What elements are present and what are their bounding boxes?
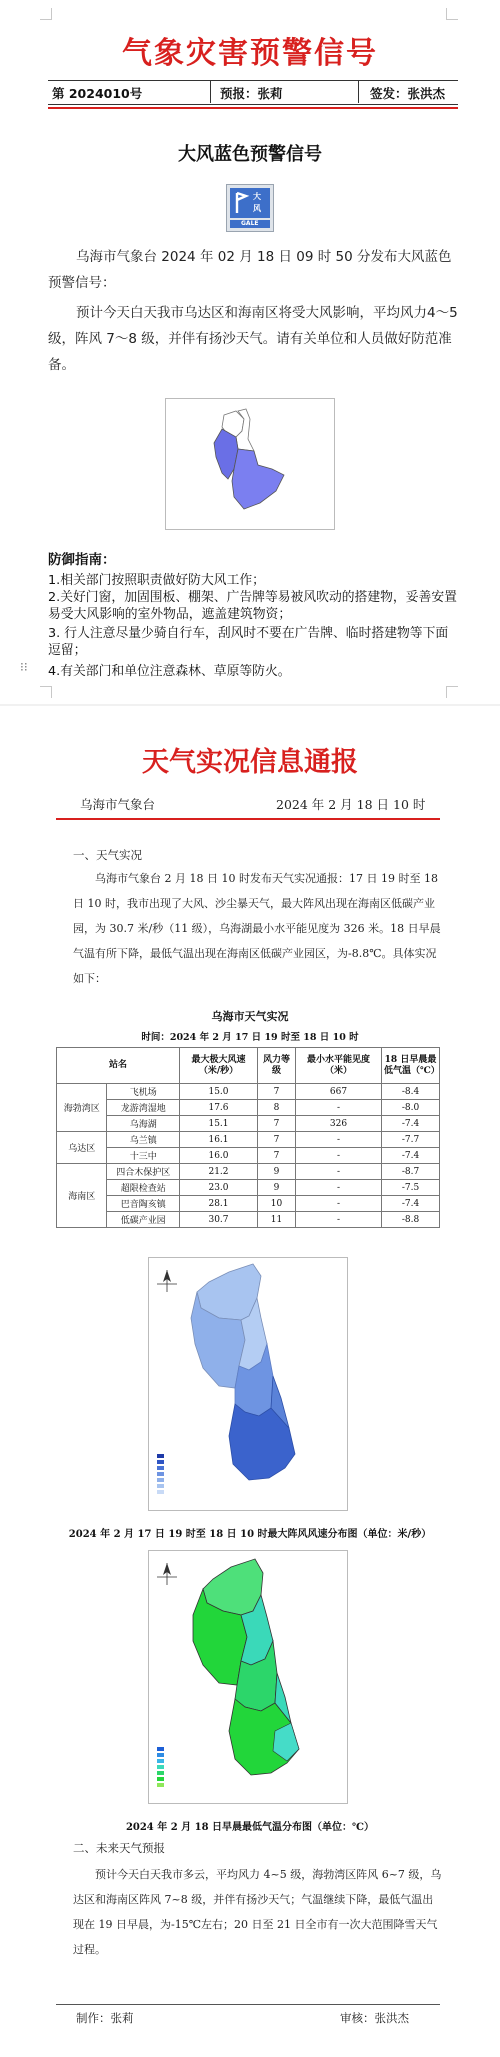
guide-heading: 防御指南：	[48, 552, 116, 568]
table-header: 18 日早晨最低气温（℃）	[382, 1048, 440, 1084]
table-cell: -8.4	[382, 1084, 440, 1100]
producer: 制作：张莉	[76, 2011, 134, 2025]
table-cell: -	[296, 1196, 382, 1212]
reviewer: 审核：张洪杰	[340, 2011, 409, 2025]
table-title: 乌海市天气实况	[211, 1010, 289, 1023]
table-header-row	[57, 1048, 440, 1084]
legend-swatch	[157, 1454, 164, 1458]
table-row	[57, 1212, 440, 1228]
icon-text: GALE	[241, 220, 259, 227]
warning-paragraph-1: 乌海市气象台 2024 年 02 月 18 日 09 时 50 分发布大风蓝色预警信号：	[48, 249, 452, 291]
corner-mark	[40, 686, 52, 698]
warning-paragraph-2: 预计今天白天我市乌达区和海南区将受大风影响，平均风力4～5级，阵风 7～8 级，并伴有扬沙天气。请有关单位和人员做好防范准备。	[48, 305, 458, 373]
section2-body: 预计今天白天我市多云，平均风力 4~5 级，海勃湾区阵风 6~7 级，乌达区和海南区阵风 7~8 级，并伴有扬沙天气；气温继续下降，最低气温出现在 19 日早晨，为-15℃左右；20 日至 21 日全市有一次大范围降雪天气过程。	[73, 1868, 442, 1956]
table-cell: 巴音陶亥镇	[107, 1196, 180, 1212]
table-cell: 15.1	[180, 1116, 258, 1132]
divider	[210, 81, 211, 103]
guide-item: 2.关好门窗，加固围板、棚架、广告牌等易被风吹动的搭建物，妥善安置易受大风影响的室外物品，遮盖建筑物资；	[48, 590, 457, 622]
warning-area-map	[165, 398, 335, 530]
legend-swatch	[157, 1484, 164, 1488]
corner-mark	[446, 686, 458, 698]
table-cell: 9	[258, 1180, 296, 1196]
legend-swatch	[157, 1753, 164, 1757]
table-cell: 667	[296, 1084, 382, 1100]
section-heading: 二、未来天气预报	[73, 1841, 165, 1855]
icon-text: 风	[253, 204, 261, 213]
table-cell: -8.7	[382, 1164, 440, 1180]
signal-title: 大风蓝色预警信号	[178, 144, 322, 165]
legend-swatch	[157, 1472, 164, 1476]
table-cell: 7	[258, 1116, 296, 1132]
table-cell: 乌海湖	[107, 1116, 180, 1132]
footer-rule	[56, 2004, 440, 2005]
table-row	[57, 1084, 440, 1100]
legend-swatch	[157, 1478, 164, 1482]
table-cell: 低碳产业园	[107, 1212, 180, 1228]
page-separator	[0, 704, 500, 706]
table-cell: 21.2	[180, 1164, 258, 1180]
table-cell: 7	[258, 1148, 296, 1164]
red-rule	[56, 818, 440, 820]
district-cell: 海南区	[57, 1164, 107, 1228]
table-cell: 28.1	[180, 1196, 258, 1212]
red-rule	[48, 107, 458, 109]
table-cell: 326	[296, 1116, 382, 1132]
legend-swatch	[157, 1759, 164, 1763]
legend-swatch	[157, 1777, 164, 1781]
bulletin-agency: 乌海市气象台	[80, 797, 156, 812]
table-cell: 16.0	[180, 1148, 258, 1164]
table-cell: 7	[258, 1084, 296, 1100]
corner-mark	[446, 8, 458, 20]
table-cell: 四合木保护区	[107, 1164, 180, 1180]
table-header: 站名	[57, 1048, 180, 1084]
table-cell: -8.8	[382, 1212, 440, 1228]
divider	[48, 104, 458, 105]
section1-body: 乌海市气象台 2 月 18 日 10 时发布天气实况通报：17 日 19 时至 18 日 10 时，我市出现了大风、沙尘暴天气，最大阵风出现在海南区低碳产业园，为 30.7 米/秒（11 级），乌海湖最小水平能见度为 326 米。18 日早晨气温有所下降，最低气温出现在海南区低碳产业园区，为-8.8℃。具体实况如下：	[73, 872, 441, 985]
table-cell: 30.7	[180, 1212, 258, 1228]
table-cell: 17.6	[180, 1100, 258, 1116]
divider	[358, 81, 359, 103]
table-cell: -	[296, 1180, 382, 1196]
table-row	[57, 1196, 440, 1212]
table-cell: -	[296, 1148, 382, 1164]
min-temperature-map	[148, 1550, 348, 1804]
table-cell: 7	[258, 1132, 296, 1148]
bulletin-date: 2024 年 2 月 18 日 10 时	[276, 797, 426, 812]
guide-item: 3. 行人注意尽量少骑自行车，刮风时不要在广告牌、临时搭建物等下面逗留；	[48, 626, 449, 658]
table-cell: 16.1	[180, 1132, 258, 1148]
warning-header-title: 气象灾害预警信号	[122, 36, 378, 71]
temperature-map-caption: 2024 年 2 月 18 日早晨最低气温分布图（单位：℃）	[125, 1822, 375, 1833]
table-cell: 龙游湾湿地	[107, 1100, 180, 1116]
issuer: 签发：张洪杰	[370, 86, 446, 101]
table-cell: -7.7	[382, 1132, 440, 1148]
table-row	[57, 1132, 440, 1148]
table-cell: 11	[258, 1212, 296, 1228]
wind-map-caption: 2024 年 2 月 17 日 19 时至 18 日 10 时最大阵风风速分布图（单位：米/秒）	[68, 1529, 432, 1540]
table-header: 风力等级	[258, 1048, 296, 1084]
guide-item: 1.相关部门按照职责做好防大风工作；	[48, 573, 265, 588]
legend-swatch	[157, 1783, 164, 1787]
guide-item: 4.有关部门和单位注意森林、草原等防火。	[48, 664, 291, 679]
legend-swatch	[157, 1747, 164, 1751]
table-cell: -7.4	[382, 1116, 440, 1132]
table-row	[57, 1148, 440, 1164]
weather-observation-table	[56, 1047, 440, 1228]
table-row	[57, 1180, 440, 1196]
legend-swatch	[157, 1466, 164, 1470]
table-cell: -7.4	[382, 1196, 440, 1212]
table-cell: -	[296, 1132, 382, 1148]
table-cell: 9	[258, 1164, 296, 1180]
district-cell: 乌达区	[57, 1132, 107, 1164]
table-header: 最大极大风速（米/秒）	[180, 1048, 258, 1084]
table-cell: 23.0	[180, 1180, 258, 1196]
warning-info-row	[48, 80, 458, 104]
table-cell: 10	[258, 1196, 296, 1212]
wind-gust-map	[148, 1257, 348, 1511]
legend-swatch	[157, 1765, 164, 1769]
table-cell: 乌兰镇	[107, 1132, 180, 1148]
table-cell: 十三中	[107, 1148, 180, 1164]
gale-blue-signal-icon	[226, 184, 274, 232]
legend-swatch	[157, 1490, 164, 1494]
table-cell: -8.0	[382, 1100, 440, 1116]
table-row	[57, 1116, 440, 1132]
table-cell: -7.5	[382, 1180, 440, 1196]
forecaster: 预报：张莉	[220, 86, 283, 101]
table-row	[57, 1100, 440, 1116]
table-cell: -	[296, 1164, 382, 1180]
corner-mark	[40, 8, 52, 20]
section-heading: 一、天气实况	[73, 848, 142, 862]
table-cell: 8	[258, 1100, 296, 1116]
table-cell: -	[296, 1100, 382, 1116]
table-row	[57, 1164, 440, 1180]
doc-number: 第 2024010号	[52, 86, 143, 101]
bulletin-title: 天气实况信息通报	[142, 747, 358, 778]
table-header: 最小水平能见度（米）	[296, 1048, 382, 1084]
table-cell: -	[296, 1212, 382, 1228]
drag-handle-icon[interactable]: ⁝⁝	[20, 660, 28, 674]
icon-text: 大	[253, 192, 261, 201]
table-cell: 15.0	[180, 1084, 258, 1100]
legend-swatch	[157, 1771, 164, 1775]
district-cell: 海勃湾区	[57, 1084, 107, 1132]
table-cell: 超限检查站	[107, 1180, 180, 1196]
table-cell: -7.4	[382, 1148, 440, 1164]
legend-swatch	[157, 1460, 164, 1464]
table-cell: 飞机场	[107, 1084, 180, 1100]
table-subtitle: 时间：2024 年 2 月 17 日 19 时至 18 日 10 时	[141, 1032, 359, 1043]
